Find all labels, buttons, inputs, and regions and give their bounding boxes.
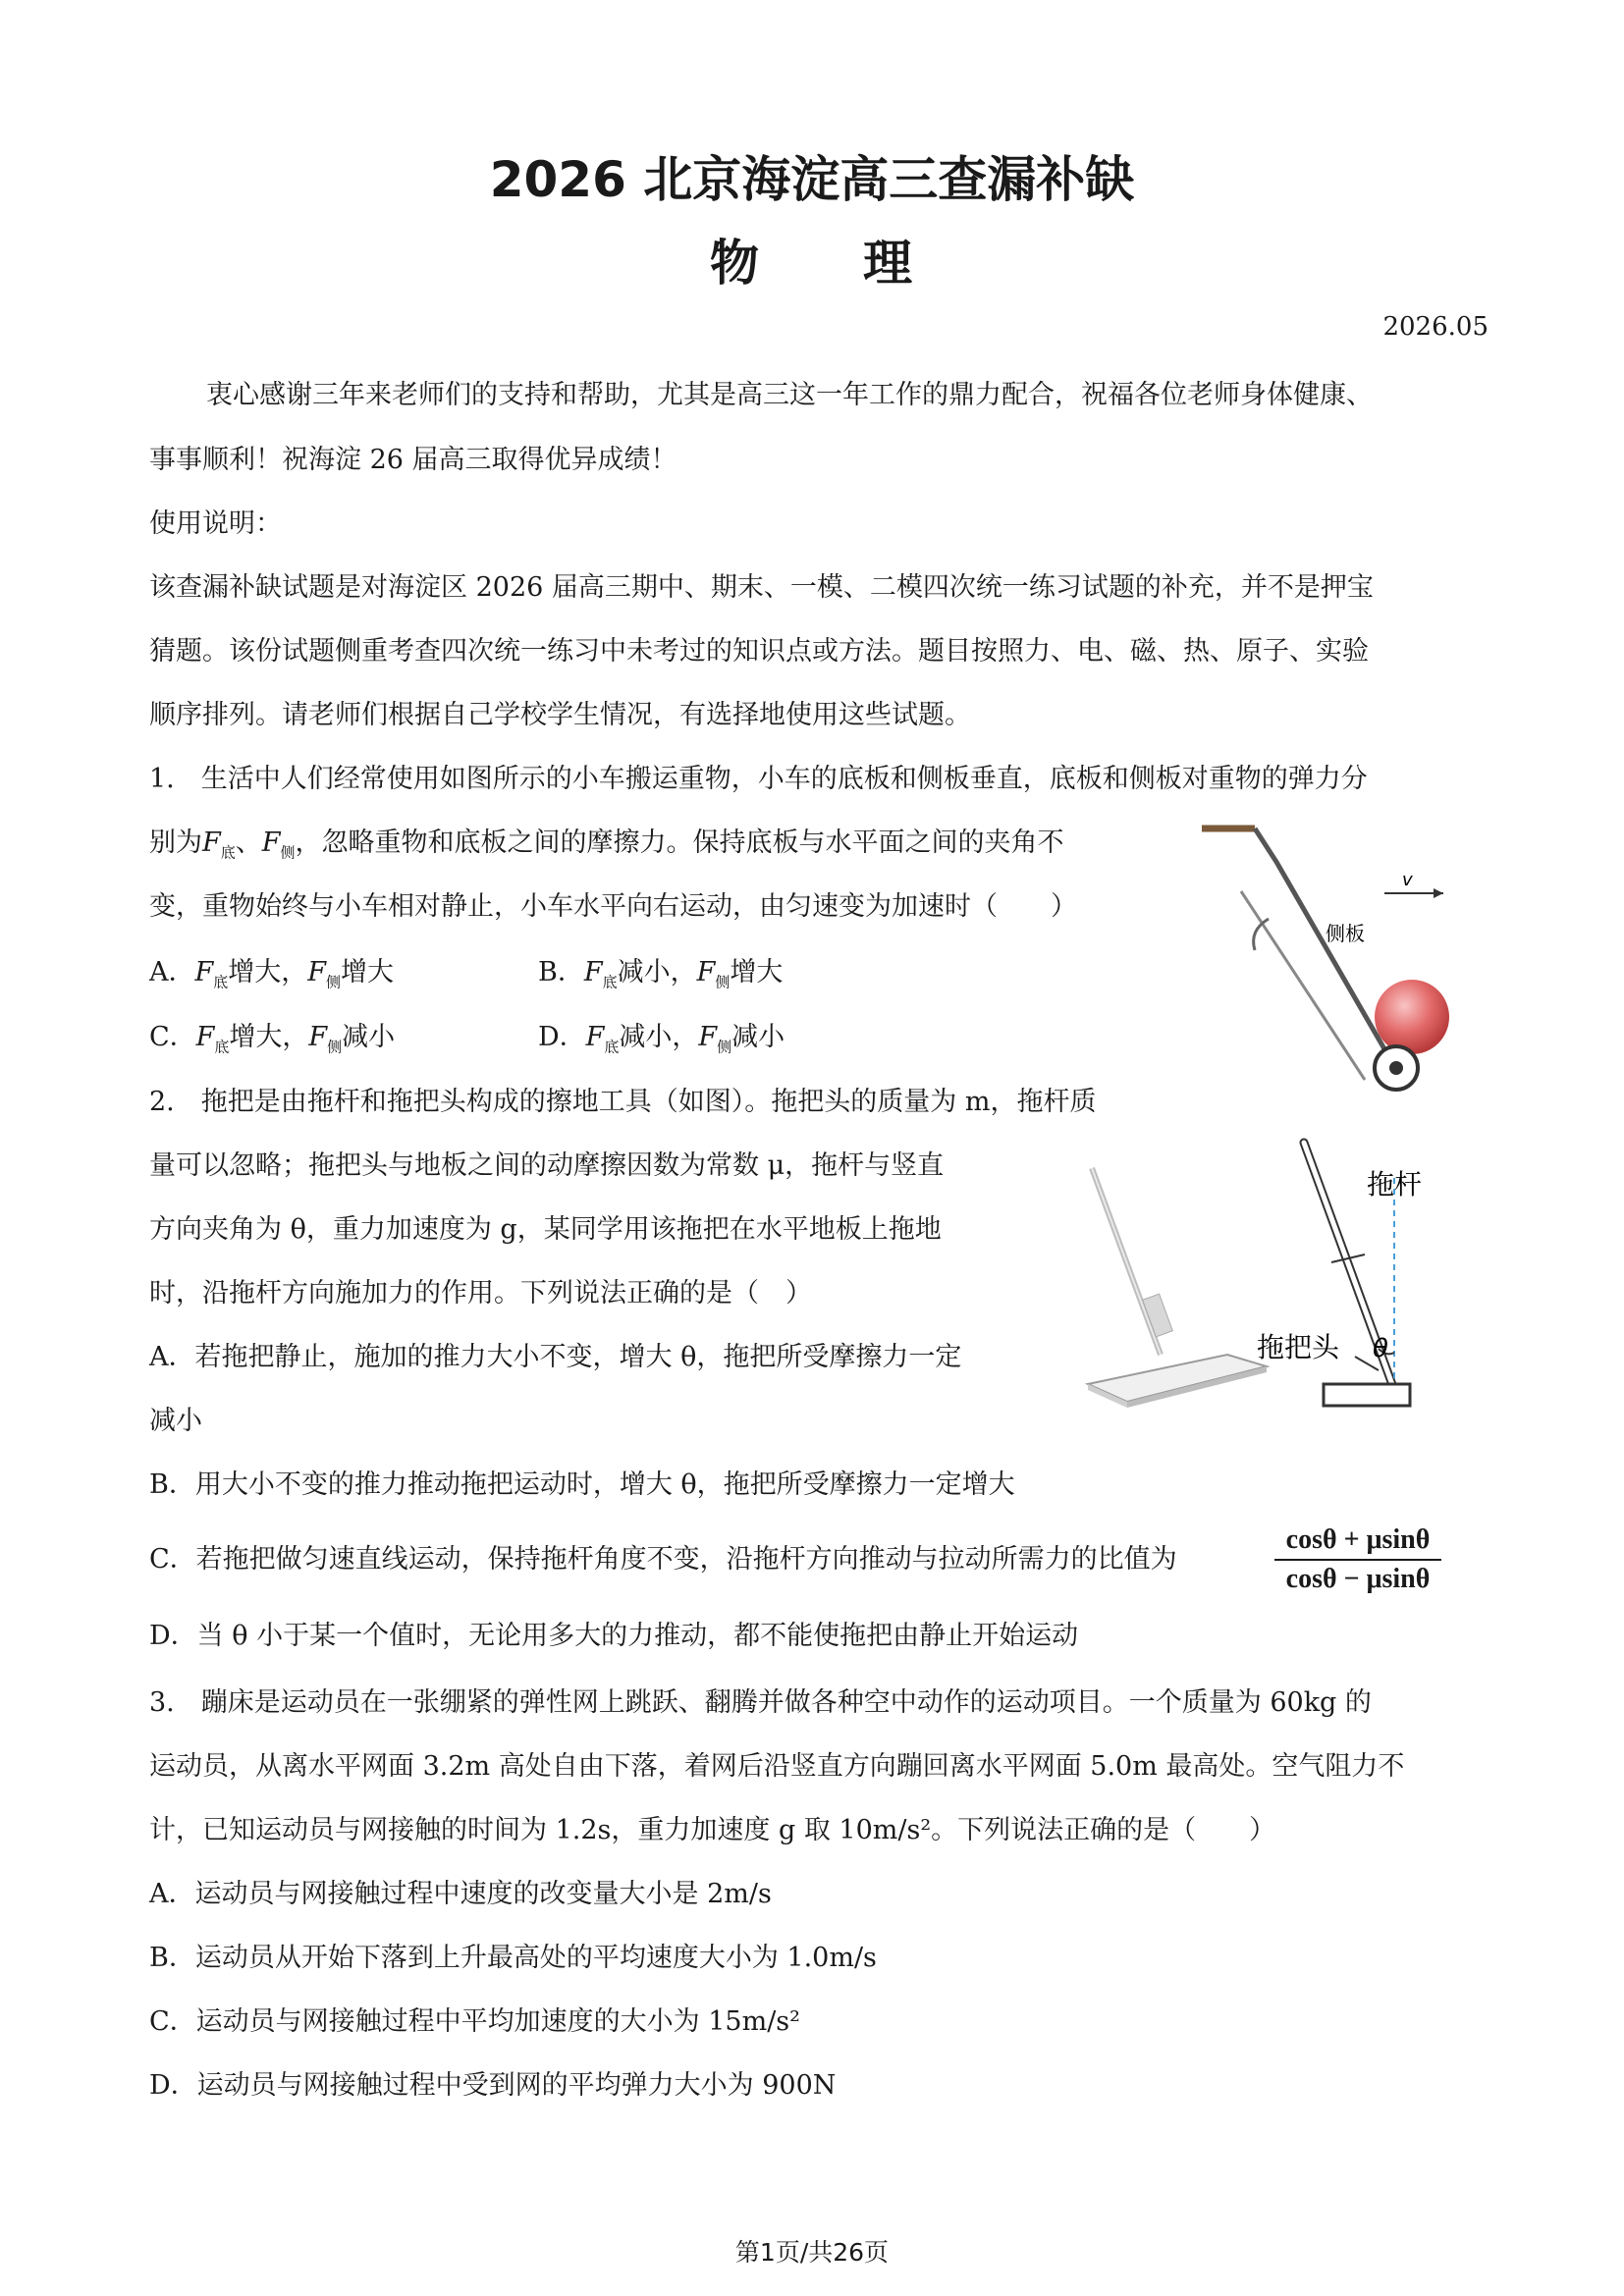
hand-truck-figure xyxy=(1198,823,1453,1107)
q2-option-c: C．若拖把做匀速直线运动，保持拖杆角度不变，沿拖杆方向推动与拉动所需力的比值为 xyxy=(149,1544,1177,1575)
q3-option-b: B．运动员从开始下落到上升最高处的平均速度大小为 1.0m/s xyxy=(149,1943,877,1973)
thanks-line-1: 衷心感谢三年来老师们的支持和帮助，尤其是高三这一年工作的鼎力配合，祝福各位老师身体健康、 xyxy=(206,380,1373,410)
q1-option-c: C．$F_底$增大，$F_侧$减小 xyxy=(149,1022,396,1056)
q3-option-c: C．运动员与网接触过程中平均加速度的大小为 15m/s² xyxy=(149,2006,800,2037)
side-plate-label: 侧板 xyxy=(1326,922,1365,945)
velocity-label: v xyxy=(1402,870,1413,890)
theta-label: θ xyxy=(1373,1334,1388,1363)
mop-photo xyxy=(1080,1158,1276,1414)
document-date: 2026.05 xyxy=(1382,312,1489,342)
q3-line-2: 运动员，从离水平网面 3.2m 高处自由下落，着网后沿竖直方向蹦回离水平网面 5.0m 最高处。空气阻力不 xyxy=(149,1751,1405,1782)
q3-line-3: 计，已知运动员与网接触的时间为 1.2s，重力加速度 g 取 10m/s²。下列说法正确的是（ ） xyxy=(149,1815,1276,1845)
q3-line-1: 3. 蹦床是运动员在一张绷紧的弹性网上跳跃、翻腾并做各种空中动作的运动项目。一个质量为 60kg 的 xyxy=(149,1687,1372,1718)
q2-option-d: D．当 θ 小于某一个值时，无论用多大的力推动，都不能使拖把由静止开始运动 xyxy=(149,1621,1079,1651)
q1-option-d: D．$F_底$减小，$F_侧$减小 xyxy=(538,1022,785,1056)
q2-option-a-line-1: A．若拖把静止，施加的推力大小不变，增大 θ，拖把所受摩擦力一定 xyxy=(149,1342,962,1372)
mop-diagram xyxy=(1257,1139,1463,1423)
q2-ratio-fraction: $\frac{\cos\theta + \mu\sin\theta}{\cos\theta - \mu\sin\theta}$ xyxy=(1274,1523,1441,1596)
subject-title: 物 理 xyxy=(710,235,914,292)
q2-line-4: 时，沿拖杆方向施加力的作用。下列说法正确的是（ ） xyxy=(149,1278,812,1308)
usage-line-3: 顺序排列。请老师们根据自己学校学生情况，有选择地使用这些试题。 xyxy=(149,700,971,730)
q2-line-3: 方向夹角为 θ，重力加速度为 g，某同学用该拖把在水平地板上拖地 xyxy=(149,1214,942,1245)
usage-line-1: 该查漏补缺试题是对海淀区 2026 届高三期中、期末、一模、二模四次统一练习试题的补充，并不是押宝 xyxy=(149,572,1374,603)
q1-option-b: B．$F_底$减小，$F_侧$增大 xyxy=(538,957,784,991)
document-title: 2026 北京海淀高三查漏补缺 xyxy=(489,151,1135,208)
q2-option-b: B．用大小不变的推力推动拖把运动时，增大 θ，拖把所受摩擦力一定增大 xyxy=(149,1469,1015,1500)
thanks-line-2: 事事顺利！祝海淀 26 届高三取得优异成绩！ xyxy=(149,445,677,475)
q2-line-2: 量可以忽略；拖把头与地板之间的动摩擦因数为常数 μ，拖杆与竖直 xyxy=(149,1150,945,1181)
q1-line-2: 别为$F_底$、$F_侧$，忽略重物和底板之间的摩擦力。保持底板与水平面之间的夹角不 xyxy=(149,828,1064,862)
rod-label: 拖杆 xyxy=(1367,1168,1423,1201)
q1-line-3: 变，重物始终与小车相对静止，小车水平向右运动，由匀速变为加速时（ ） xyxy=(149,891,1077,922)
page-number: 第1页/共26页 xyxy=(734,2238,890,2267)
q2-option-a-line-2: 减小 xyxy=(149,1406,202,1436)
q1-line-1: 1. 生活中人们经常使用如图所示的小车搬运重物，小车的底板和侧板垂直，底板和侧板对重物的弹力分 xyxy=(149,764,1368,794)
q3-option-a: A．运动员与网接触过程中速度的改变量大小是 2m/s xyxy=(149,1879,772,1909)
ball-icon xyxy=(1375,980,1449,1054)
usage-line-2: 猜题。该份试题侧重考查四次统一练习中未考过的知识点或方法。题目按照力、电、磁、热、原子、实验 xyxy=(149,636,1369,667)
mop-head-label: 拖把头 xyxy=(1257,1331,1340,1363)
usage-heading: 使用说明： xyxy=(149,508,282,539)
q3-option-d: D．运动员与网接触过程中受到网的平均弹力大小为 900N xyxy=(149,2070,837,2101)
q1-option-a: A．$F_底$增大，$F_侧$增大 xyxy=(149,957,394,991)
q2-line-1: 2. 拖把是由拖杆和拖把头构成的擦地工具（如图）。拖把头的质量为 m，拖杆质 xyxy=(149,1087,1097,1117)
